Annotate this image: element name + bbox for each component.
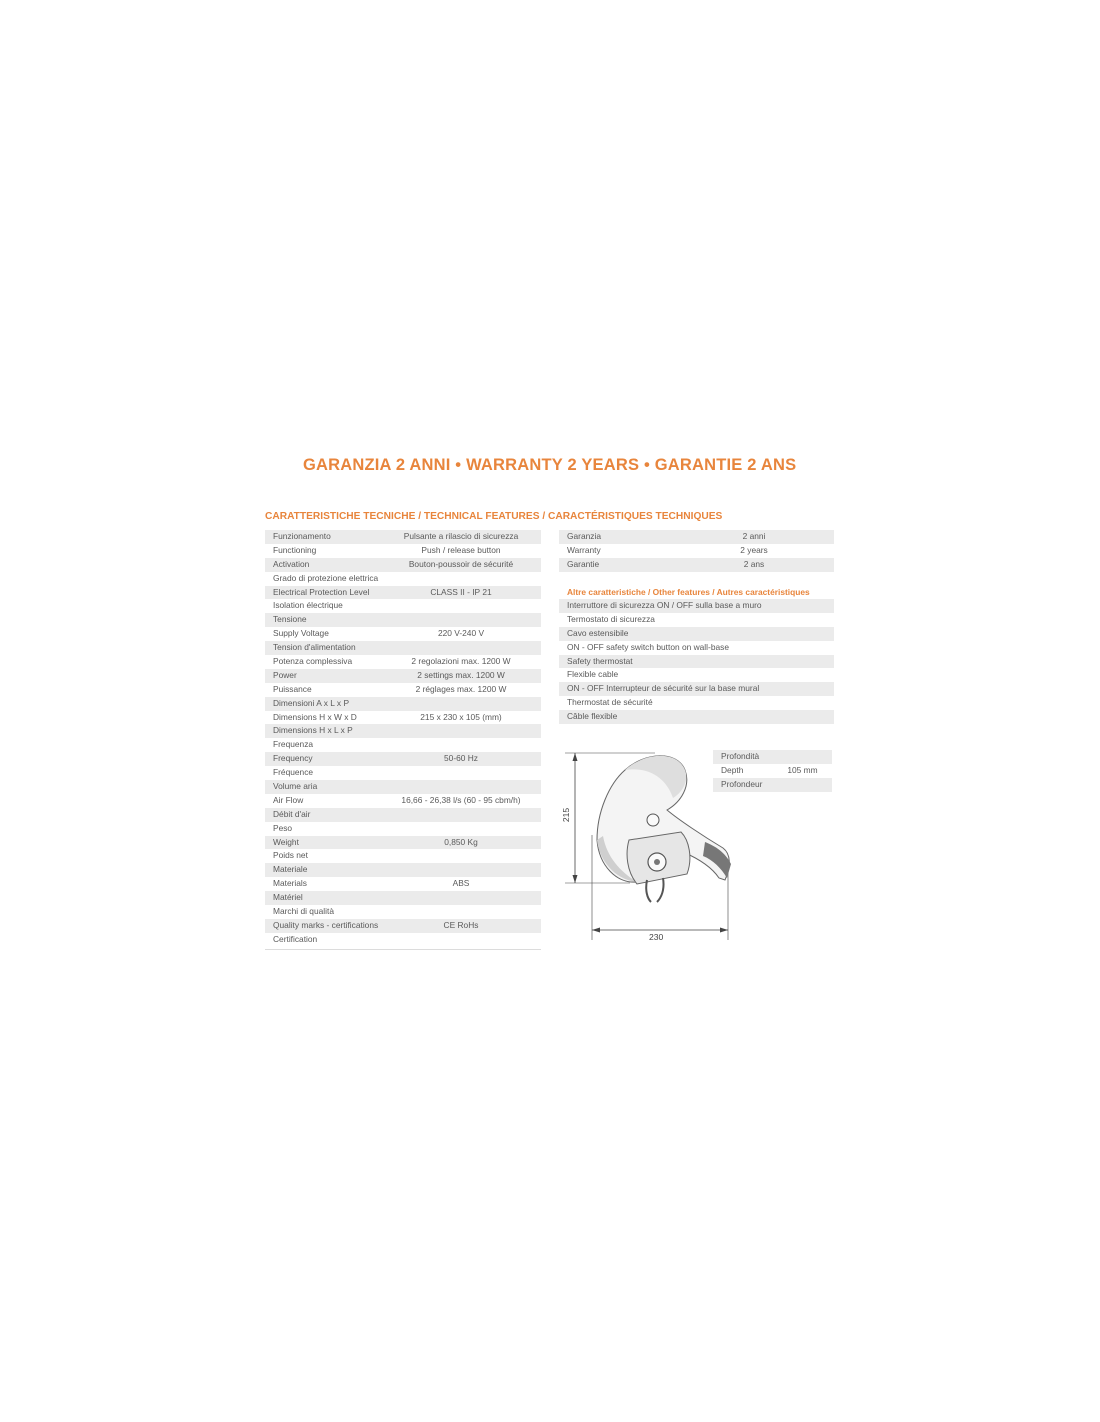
other-feature-row-label: Thermostat de sécurité <box>567 697 653 708</box>
spec-row-label: Fréquence <box>273 767 314 778</box>
other-feature-row <box>559 668 834 682</box>
spec-row-value: CE RoHs <box>443 919 479 930</box>
height-dimension-label: 215 <box>561 807 572 823</box>
table-end-divider <box>265 949 541 950</box>
warranty-title: GARANZIA 2 ANNI • WARRANTY 2 YEARS • GARANTIE 2 ANS <box>303 456 797 474</box>
warranty-row-value: 2 anni <box>742 531 766 541</box>
spec-row-label: Power <box>273 669 297 680</box>
other-feature-row-label: Cavo estensibile <box>567 627 629 638</box>
spec-row-label: Quality marks - certifications <box>273 919 379 930</box>
spec-row-label: Dimensions H x W x D <box>273 711 357 722</box>
spec-row-label: Dimensions H x L x P <box>273 725 353 736</box>
warranty-row <box>559 544 834 558</box>
spec-row-value: 50-60 Hz <box>444 753 478 764</box>
spec-row <box>265 641 541 655</box>
spec-row-label: Poids net <box>273 850 308 861</box>
other-feature-row <box>559 641 834 655</box>
spec-row <box>265 627 541 641</box>
other-feature-row-label: ON - OFF safety switch button on wall-base <box>567 641 729 652</box>
spec-row-label: Tensione <box>273 614 307 625</box>
spec-row <box>265 905 541 919</box>
depth-row-value: 105 mm <box>787 764 818 775</box>
spec-row <box>265 836 541 850</box>
other-features-title: Altre caratteristiche / Other features / Autres caractéristiques <box>567 587 810 597</box>
warranty-row-label: Garantie <box>567 558 600 569</box>
spec-row <box>265 738 541 752</box>
spec-row <box>265 808 541 822</box>
spec-row <box>265 586 541 600</box>
spec-row <box>265 724 541 738</box>
spec-row-value: 16,66 - 26,38 l/s (60 - 95 cbm/h) <box>401 794 521 805</box>
spec-row <box>265 669 541 683</box>
spec-row-label: Grado di protezione elettrica <box>273 572 379 583</box>
spec-row-label: Tension d'alimentation <box>273 642 356 653</box>
spec-row-label: Matériel <box>273 892 303 903</box>
other-feature-row <box>559 599 834 613</box>
spec-row-value: CLASS II - IP 21 <box>430 586 492 597</box>
spec-row-label: Peso <box>273 822 293 833</box>
other-feature-row <box>559 627 834 641</box>
spec-row <box>265 891 541 905</box>
other-feature-row-label: Safety thermostat <box>567 655 633 666</box>
spec-row-label: Activation <box>273 558 310 569</box>
spec-row-label: Materials <box>273 878 307 889</box>
spec-row-value: ABS <box>452 878 470 889</box>
other-feature-row <box>559 682 834 696</box>
spec-row-label: Materiale <box>273 864 308 875</box>
warranty-row-label: Garanzia <box>567 531 601 541</box>
spec-row-label: Supply Voltage <box>273 628 329 639</box>
spec-row-label: Potenza complessiva <box>273 656 353 667</box>
spec-row-label: Frequenza <box>273 739 314 750</box>
warranty-row-value: 2 years <box>740 544 768 555</box>
spec-row-label: Débit d'air <box>273 808 311 819</box>
warranty-row-value: 2 ans <box>743 558 765 569</box>
spec-row-label: Air Flow <box>273 794 304 805</box>
spec-row-value: 220 V-240 V <box>437 628 485 639</box>
spec-row <box>265 849 541 863</box>
spec-row <box>265 933 541 947</box>
other-feature-row-label: Flexible cable <box>567 669 619 680</box>
spec-row-value: Pulsante a rilascio di sicurezza <box>403 531 519 541</box>
technical-features-table <box>265 530 541 950</box>
depth-row-label: Profondità <box>721 751 760 761</box>
spec-row-value: Push / release button <box>421 544 501 555</box>
other-feature-row-label: Interruttore di sicurezza ON / OFF sulla base a muro <box>567 600 762 610</box>
spec-row-label: Funzionamento <box>273 531 331 541</box>
other-feature-row <box>559 613 834 627</box>
warranty-table <box>559 530 834 572</box>
spec-row-value: Bouton-poussoir de sécurité <box>408 558 514 569</box>
spec-row <box>265 711 541 725</box>
width-dimension-label: 230 <box>649 932 664 942</box>
spec-row-value: 215 x 230 x 105 (mm) <box>420 711 502 722</box>
spec-row <box>265 822 541 836</box>
spec-row-value: 2 réglages max. 1200 W <box>415 683 507 694</box>
other-feature-row <box>559 710 834 724</box>
spec-row-value: 0,850 Kg <box>444 836 478 847</box>
spec-row <box>265 655 541 669</box>
depth-row-label: Depth <box>721 764 744 775</box>
spec-row-label: Volume aria <box>273 781 318 792</box>
other-feature-row-label: Termostato di sicurezza <box>567 613 655 624</box>
other-feature-row-label: Câble flexible <box>567 711 618 722</box>
warranty-row <box>559 558 834 572</box>
spec-row <box>265 558 541 572</box>
spec-row-label: Certification <box>273 933 318 944</box>
spec-row <box>265 613 541 627</box>
spec-row-label: Frequency <box>273 753 313 764</box>
depth-row <box>713 778 832 792</box>
spec-row <box>265 544 541 558</box>
spec-row <box>265 780 541 794</box>
spec-row <box>265 919 541 933</box>
spec-row-label: Puissance <box>273 683 312 694</box>
other-feature-row <box>559 696 834 710</box>
spec-row <box>265 752 541 766</box>
depth-row <box>713 764 832 778</box>
spec-row <box>265 877 541 891</box>
spec-row <box>265 683 541 697</box>
spec-row-value: 2 settings max. 1200 W <box>417 669 505 680</box>
spec-row <box>265 530 541 544</box>
depth-row <box>713 750 832 764</box>
spec-row <box>265 794 541 808</box>
spec-row <box>265 863 541 877</box>
technical-features-title: CARATTERISTICHE TECNICHE / TECHNICAL FEATURES / CARACTÉRISTIQUES TECHNIQUES <box>265 511 723 522</box>
depth-row-label: Profondeur <box>721 778 763 789</box>
spec-row-label: Electrical Protection Level <box>273 586 370 597</box>
spec-row <box>265 697 541 711</box>
spec-row-label: Isolation électrique <box>273 600 343 611</box>
warranty-row <box>559 530 834 544</box>
spec-row-label: Dimensioni A x L x P <box>273 697 350 708</box>
spec-row-value: 2 regolazioni max. 1200 W <box>411 656 511 667</box>
spec-row-label: Marchi di qualità <box>273 906 334 917</box>
other-feature-row <box>559 655 834 669</box>
spec-row <box>265 766 541 780</box>
spec-row-label: Weight <box>273 836 299 847</box>
other-feature-row-label: ON - OFF Interrupteur de sécurité sur la base mural <box>567 683 760 694</box>
spec-row-label: Functioning <box>273 544 317 555</box>
spec-row <box>265 599 541 613</box>
warranty-row-label: Warranty <box>567 544 601 555</box>
depth-table <box>713 750 832 792</box>
other-features-table <box>559 599 834 724</box>
spec-row <box>265 572 541 586</box>
